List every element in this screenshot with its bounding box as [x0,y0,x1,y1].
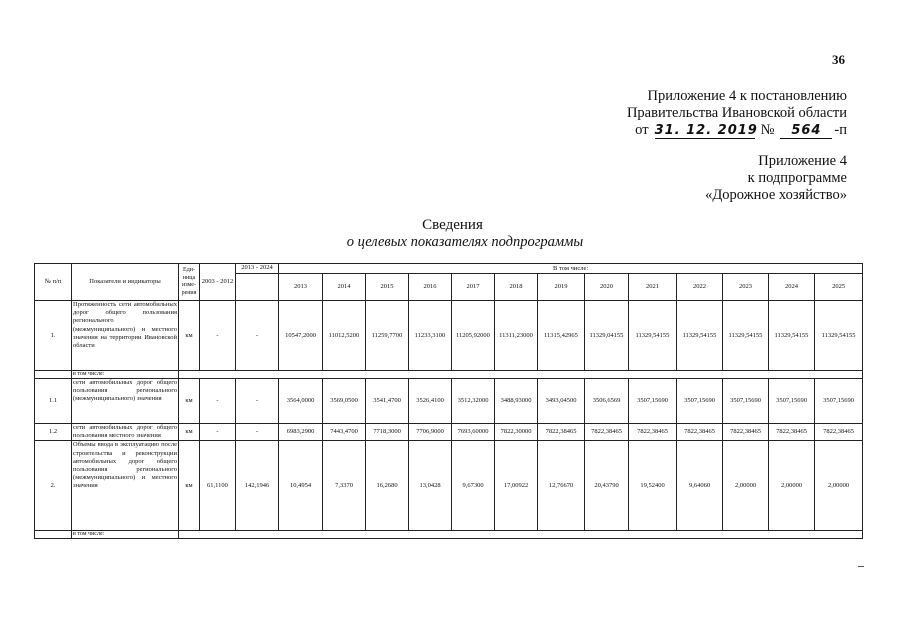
header-year: 2014 [323,274,366,301]
row-year-value: 2,00000 [769,441,815,531]
header-name: Показатели и индикаторы [72,264,179,301]
header-year: 2013 [279,274,323,301]
row-2003-2012: - [200,424,236,441]
page-number: 36 [832,52,845,67]
row-year-value: 3507,15690 [815,379,863,424]
row-2013-2024: - [236,424,279,441]
row-year-value: 7822,38465 [769,424,815,441]
subheading-label: в том числе: [72,531,179,539]
subprogram-appendix-line-1: Приложение 4 [758,153,847,169]
row-year-value: 13,0428 [409,441,452,531]
row-year-value: 3569,0500 [323,379,366,424]
row-year-value: 3526,4100 [409,379,452,424]
header-year: 2018 [495,274,538,301]
row-year-value: 7822,38465 [585,424,629,441]
header-2013-2024: 2013 - 2024 [236,264,279,274]
row-year-value: 11205,92000 [452,301,495,371]
header-unit: Еди-ница изме-рения [179,264,200,301]
subheading-rest [179,531,863,539]
appendix-line-2: Правительства Ивановской области [626,105,847,121]
header-year: 2016 [409,274,452,301]
row-year-value: 11311,23000 [495,301,538,371]
row-year-value: 3541,4700 [366,379,409,424]
row-2003-2012: - [200,379,236,424]
indicators-table [34,263,863,539]
row-year-value: 3507,15690 [723,379,769,424]
row-year-value: 17,00922 [495,441,538,531]
row-year-value: 7,3370 [323,441,366,531]
row-unit: км [179,379,200,424]
row-year-value: 11329,54155 [769,301,815,371]
row-year-value: 10547,2000 [279,301,323,371]
table-row [35,441,863,531]
row-year-value: 3507,15690 [677,379,723,424]
row-year-value: 7443,4700 [323,424,366,441]
row-year-value: 3493,04500 [538,379,585,424]
header-row [35,264,863,274]
subprogram-appendix-line-2: к подпрограмме [747,170,847,186]
header-year: 2025 [815,274,863,301]
row-year-value: 3506,6569 [585,379,629,424]
header-including: В том числе: [279,264,863,274]
row-year-value: 7718,3000 [366,424,409,441]
row-unit: км [179,301,200,371]
number-suffix: -п [834,122,847,138]
header-2013-2024-spacer [236,274,279,301]
subheading-rest [179,371,863,379]
row-2013-2024: 142,1946 [236,441,279,531]
header-year: 2023 [723,274,769,301]
row-year-value: 11329,54155 [723,301,769,371]
row-year-value: 11329,54155 [815,301,863,371]
order-line [635,122,847,139]
row-year-value: 2,00000 [815,441,863,531]
row-year-value: 12,76670 [538,441,585,531]
row-year-value: 7822,38465 [629,424,677,441]
row-2013-2024: - [236,301,279,371]
handwritten-number: 564 [780,123,832,139]
page-mark [858,566,864,567]
row-year-value: 20,43790 [585,441,629,531]
row-year-value: 3512,32000 [452,379,495,424]
row-year-value: 7822,38465 [538,424,585,441]
header-year: 2020 [585,274,629,301]
row-year-value: 9,64060 [677,441,723,531]
row-year-value: 7822,30000 [495,424,538,441]
header-2003-2012: 2003 - 2012 [200,264,236,301]
row-number: 2. [35,441,72,531]
row-year-value: 11315,42965 [538,301,585,371]
appendix-header [627,88,847,139]
row-indicator-name: сети автомобильных дорог общего пользования регионального (межмуниципального) значения [72,379,179,424]
header-num: № п/п [35,264,72,301]
header-year: 2015 [366,274,409,301]
subheading-spacer [35,531,72,539]
header-year: 2021 [629,274,677,301]
subheading-spacer [35,371,72,379]
row-year-value: 9,67300 [452,441,495,531]
row-2013-2024: - [236,379,279,424]
document-title: Сведения [422,217,483,233]
row-number: 1.1 [35,379,72,424]
row-year-value: 3564,0000 [279,379,323,424]
row-year-value: 11329,54155 [677,301,723,371]
subprogram-appendix-line-3: «Дорожное хозяйство» [705,187,847,203]
row-unit: км [179,441,200,531]
table-row [35,424,863,441]
row-year-value: 11259,7700 [366,301,409,371]
row-year-value: 11012,5200 [323,301,366,371]
subheading-row [35,531,863,539]
header-year: 2022 [677,274,723,301]
subprogram-appendix [705,153,847,204]
row-year-value: 19,52400 [629,441,677,531]
row-unit: км [179,424,200,441]
table-row [35,301,863,371]
row-indicator-name: Объемы ввода в эксплуатацию после строительства и реконструкции автомобильных дорог общего пользования регионального (межмуниципального) и местного значения [72,441,179,531]
row-indicator-name: сети автомобильных дорог общего пользования местного значения [73,424,177,440]
row-year-value: 7822,38465 [677,424,723,441]
row-year-value: 16,2680 [366,441,409,531]
handwritten-date: 31. 12. 2019 [654,123,758,138]
table-body [35,264,863,539]
row-year-value: 7822,38465 [815,424,863,441]
row-number: 1.2 [35,424,72,441]
number-label: № [760,122,775,138]
table-row [35,379,863,424]
document-subtitle: о целевых показателях подпрограммы [346,234,584,250]
row-year-value: 11329,04155 [585,301,629,371]
row-year-value: 11233,3100 [409,301,452,371]
row-year-value: 6983,2900 [279,424,323,441]
row-year-value: 3488,93000 [495,379,538,424]
row-2003-2012: - [200,301,236,371]
subheading-row [35,371,863,379]
row-2003-2012: 61,1100 [200,441,236,531]
row-year-value: 11329,54155 [629,301,677,371]
row-year-value: 3507,15690 [629,379,677,424]
row-number: 1. [35,301,72,371]
appendix-line-1: Приложение 4 к постановлению [647,88,847,104]
header-year: 2017 [452,274,495,301]
row-year-value: 7706,9000 [409,424,452,441]
header-year: 2024 [769,274,815,301]
row-year-value: 3507,15690 [769,379,815,424]
row-year-value: 10,4954 [279,441,323,531]
subheading-label: в том числе: [72,371,179,379]
row-indicator-name: Протяженность сети автомобильных дорог общего пользования регионального (межмуниципального) и местного значения на территории Ивановской области [72,301,179,371]
from-label: от [635,122,649,138]
row-year-value: 7693,60000 [452,424,495,441]
row-year-value: 2,00000 [723,441,769,531]
row-year-value: 7822,38465 [723,424,769,441]
header-year: 2019 [538,274,585,301]
